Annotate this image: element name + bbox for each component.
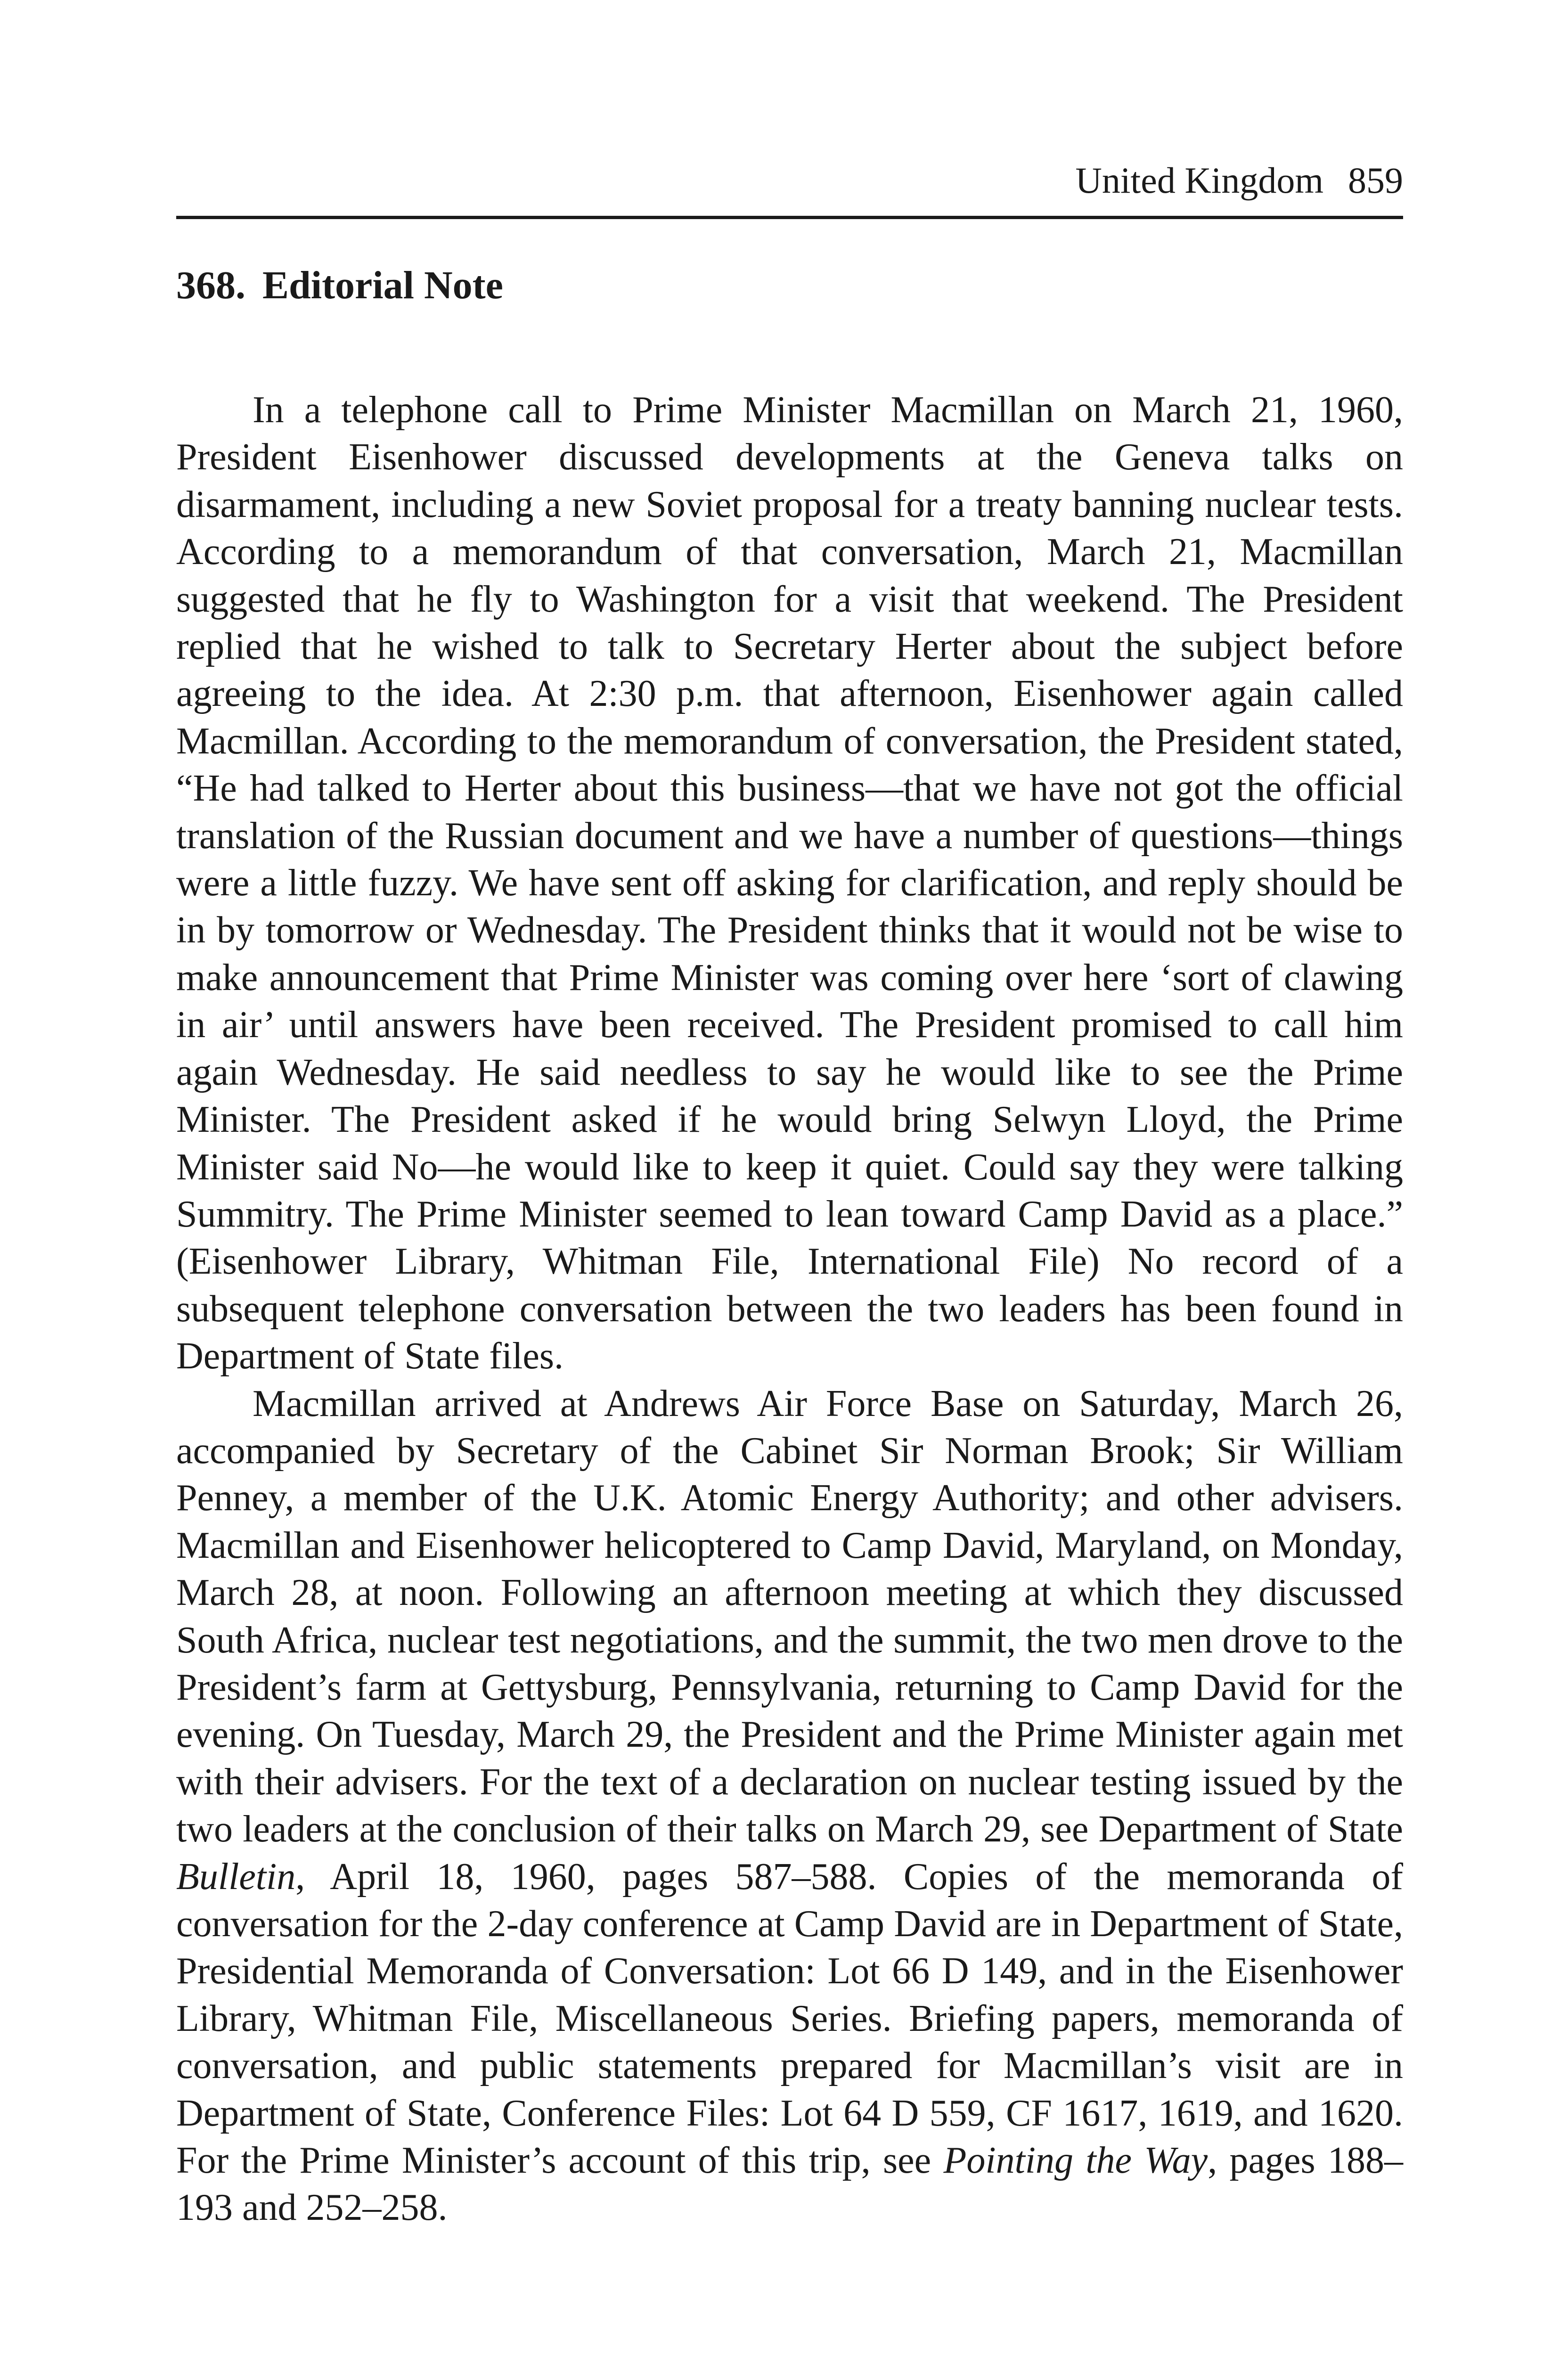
section-heading xyxy=(176,262,503,309)
paragraph-2 xyxy=(176,1380,1403,2232)
section-title: Editorial Note xyxy=(262,263,503,307)
running-head xyxy=(178,159,1403,202)
paragraph-2-text-c: , pages 188–193 and 252–258. xyxy=(176,2140,1403,2229)
section-number: 368. xyxy=(176,263,245,307)
paragraph-1 xyxy=(176,386,1403,1380)
book-title: Pointing the Way xyxy=(943,2140,1208,2182)
body-text xyxy=(176,386,1403,2232)
paragraph-1-text: In a telephone call to Prime Minister Macmillan on March 21, 1960, President Eisenhower discussed developments at the Geneva talks on disarmament, including a new Soviet proposal for a treaty banning nuclear tests. According to a memorandum of that conversation, March 21, Macmillan suggested that he fly to Washington for a visit that weekend. The President replied that he wished to talk to Secretary Herter about the subject before agreeing to the idea. At 2:30 p.m. that afternoon, Eisenhower again called Macmillan. According to the memorandum of conversation, the President stated, “He had talked to Herter about this business—that we have not got the official translation of the Russian document and we have a number of questions—things were a little fuzzy. We have sent off asking for clarification, and reply should be in by tomorrow or Wednesday. The President thinks that it would not be wise to make announcement that Prime Minister was coming over here ‘sort of clawing in air’ until answers have been received. The President promised to call him again Wednesday. He said needless to say he would like to see the Prime Minister. The President asked if he would bring Selwyn Lloyd, the Prime Minister said No—he would like to keep it quiet. Could say they were talking Summitry. The Prime Minister seemed to lean toward Camp David as a place.” (Eisenhower Library, Whitman File, International File) No record of a subsequent telephone conversation between the two leaders has been found in Department of State files. xyxy=(176,389,1403,1377)
bulletin-title: Bulletin xyxy=(176,1856,296,1898)
page-number: 859 xyxy=(1348,160,1403,201)
paragraph-2-text-b: , April 18, 1960, pages 587–588. Copies of the memoranda of conversation for the 2-day conference at Camp David are in Department of State, Presidential Memoranda of Conversation: Lot 66 D 149, and in the Eisenhower Library, Whitman File, Miscellaneous Series. Briefing papers, memoranda of conversation, and public statements prepared for Macmillan’s visit are in Department of State, Conference Files: Lot 64 D 559, CF 1617, 1619, and 1620. For the Prime Minister’s account of this trip, see xyxy=(176,1856,1403,2182)
header-rule xyxy=(176,216,1403,219)
paragraph-2-text-a: Macmillan arrived at Andrews Air Force Base on Saturday, March 26, accompanied by Secretary of the Cabinet Sir Norman Brook; Sir William Penney, a member of the U.K. Atomic Energy Authority; and other advisers. Macmillan and Eisenhower helicoptered to Camp David, Maryland, on Monday, March 28, at noon. Following an afternoon meeting at which they discussed South Africa, nuclear test negotiations, and the summit, the two men drove to the President’s farm at Gettysburg, Pennsylvania, returning to Camp David for the evening. On Tuesday, March 29, the President and the Prime Minister again met with their advisers. For the text of a declaration on nuclear testing issued by the two leaders at the conclusion of their talks on March 29, see Department of State xyxy=(176,1383,1403,1850)
running-title: United Kingdom xyxy=(1075,160,1323,201)
